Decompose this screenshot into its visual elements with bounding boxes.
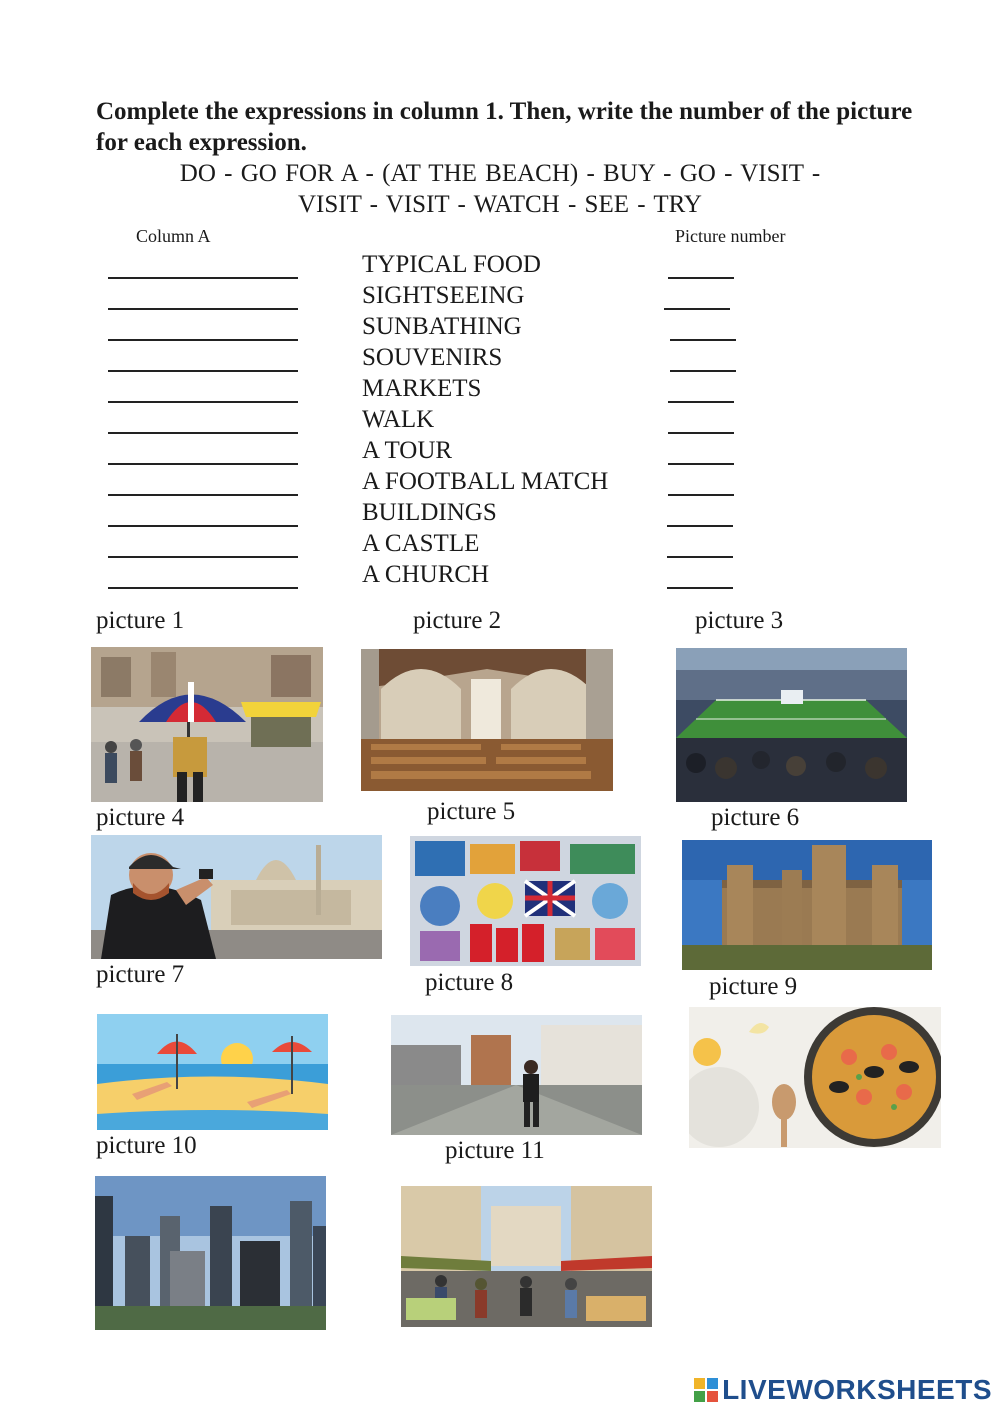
expression-text: BUILDINGS	[362, 499, 497, 526]
liveworksheets-wordmark: LIVEWORKSHEETS	[722, 1374, 992, 1405]
football-stadium-photo	[676, 648, 907, 802]
picture-1-label: picture 1	[96, 607, 185, 634]
picture-4-label: picture 4	[96, 804, 185, 831]
column-a-header: Column A	[136, 226, 211, 246]
paella-photo	[689, 1007, 941, 1148]
picture-5-label: picture 5	[427, 798, 516, 825]
expression-text: A CHURCH	[362, 561, 490, 588]
expression-text: A CASTLE	[362, 530, 480, 557]
picture-number-header: Picture number	[675, 226, 786, 246]
picture-2-label: picture 2	[413, 607, 502, 634]
answer-blank[interactable]	[108, 463, 298, 465]
answer-blank[interactable]	[108, 401, 298, 403]
expression-text: SIGHTSEEING	[362, 282, 525, 309]
picture-number-blank[interactable]	[670, 370, 736, 372]
expression-text: TYPICAL FOOD	[362, 251, 541, 278]
london-souvenirs-photo	[410, 836, 641, 966]
answer-blank[interactable]	[108, 308, 298, 310]
picture-number-blank[interactable]	[668, 494, 734, 496]
answer-blank[interactable]	[108, 339, 298, 341]
city-buildings-photo	[95, 1176, 326, 1330]
picture-10-label: picture 10	[96, 1132, 197, 1159]
picture-7-label: picture 7	[96, 961, 185, 988]
word-bank-line-1: DO - GO FOR A - (AT THE BEACH) - BUY - GO - VISIT -	[179, 160, 821, 187]
picture-number-blank[interactable]	[668, 277, 734, 279]
church-interior-photo	[361, 649, 613, 791]
castle-photo	[682, 840, 932, 970]
beach-sunbathing-illustration	[97, 1014, 328, 1130]
picture-number-blank[interactable]	[668, 463, 734, 465]
liveworksheets-logo	[694, 1373, 992, 1407]
answer-blank[interactable]	[108, 277, 298, 279]
answer-blank[interactable]	[108, 370, 298, 372]
picture-9-label: picture 9	[709, 973, 798, 1000]
expression-text: MARKETS	[362, 375, 482, 402]
picture-number-blank[interactable]	[668, 401, 734, 403]
picture-3-label: picture 3	[695, 607, 784, 634]
street-market-photo	[401, 1186, 652, 1327]
picture-number-blank[interactable]	[667, 525, 733, 527]
picture-number-blank[interactable]	[668, 432, 734, 434]
instructions: Complete the expressions in column 1. Then, write the number of the picture for each expression.	[96, 98, 913, 156]
picture-number-blank[interactable]	[664, 308, 730, 310]
word-bank-line-2: VISIT - VISIT - WATCH - SEE - TRY	[298, 191, 702, 218]
expression-text: WALK	[362, 406, 435, 433]
answer-blank[interactable]	[108, 494, 298, 496]
expression-text: A TOUR	[362, 437, 453, 464]
picture-number-blank[interactable]	[667, 556, 733, 558]
market-umbrella-photo	[91, 647, 323, 802]
picture-11-label: picture 11	[445, 1137, 545, 1164]
tourist-photographer-photo	[91, 835, 382, 959]
expression-text: SOUVENIRS	[362, 344, 503, 371]
picture-8-label: picture 8	[425, 969, 514, 996]
picture-number-blank[interactable]	[670, 339, 736, 341]
expression-text: A FOOTBALL MATCH	[362, 468, 609, 495]
answer-blank[interactable]	[108, 556, 298, 558]
answer-blank[interactable]	[108, 587, 298, 589]
answer-blank[interactable]	[108, 525, 298, 527]
picture-number-blank[interactable]	[667, 587, 733, 589]
city-walk-photo	[391, 1015, 642, 1135]
picture-6-label: picture 6	[711, 804, 800, 831]
expression-text: SUNBATHING	[362, 313, 522, 340]
answer-blank[interactable]	[108, 432, 298, 434]
liveworksheets-logo-icon	[694, 1378, 718, 1402]
